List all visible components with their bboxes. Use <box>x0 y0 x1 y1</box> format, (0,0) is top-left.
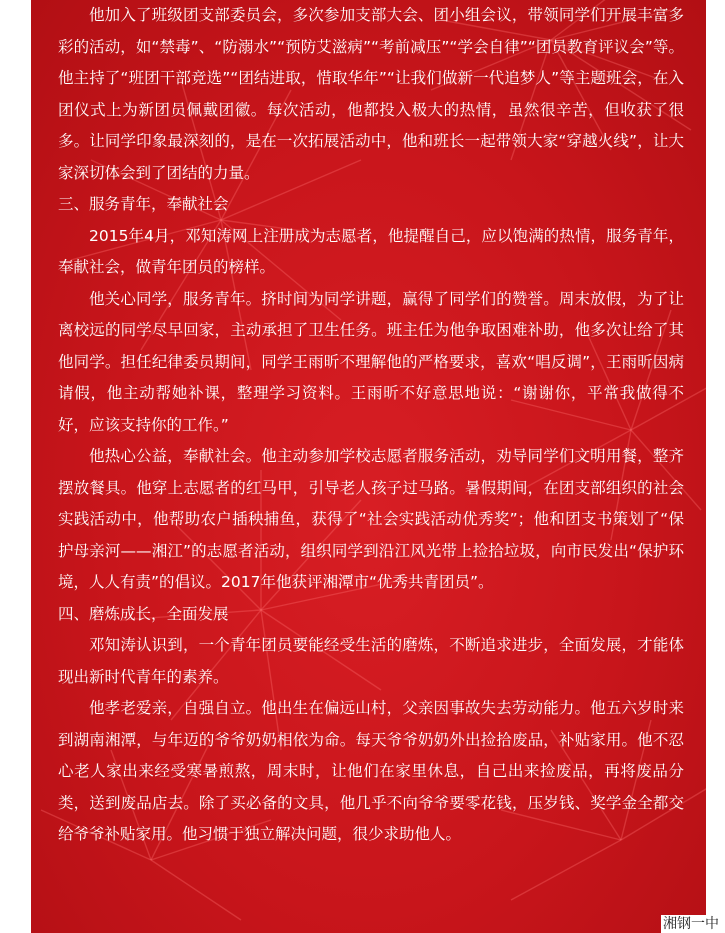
paragraph-growth-intro: 邓知涛认识到，一个青年团员要能经受生活的磨炼，不断追求进步，全面发展，才能体现出新时代青年的素养。 <box>58 636 684 686</box>
section-heading-service: 三、服务青年，奉献社会 <box>58 195 229 213</box>
paragraph-filial-piety: 他孝老爱亲，自强自立。他出生在偏远山村，父亲因事故失去劳动能力。他五六岁时来到湖南湘潭，与年迈的爷爷奶奶相依为命。每天爷爷奶奶外出捡拾废品，补贴家用。他不忍心老人家出来经受寒暑煎熬，周末时，让他们在家里休息，自己出来捡废品，再将废品分类，送到废品店去。除了买必备的文具，他几乎不向爷爷要零花钱，压岁钱、奖学金全都交给爷爷补贴家用。他习惯于独立解决问题，很少求助他人。 <box>58 699 684 843</box>
paragraph-public-welfare: 他热心公益，奉献社会。他主动参加学校志愿者服务活动，劝导同学们文明用餐，整齐摆放餐具。他穿上志愿者的红马甲，引导老人孩子过马路。暑假期间，在团支部组织的社会实践活动中，他帮助农户插秧捕鱼，获得了“社会实践活动优秀奖”；他和团支书策划了“保护母亲河——湘江”的志愿者活动，组织同学到沿江风光带上捡拾垃圾，向市民发出“保护环境，人人有责”的倡议。2017年他获评湘潭市“优秀共青团员”。 <box>58 447 684 591</box>
section-heading-growth: 四、磨炼成长，全面发展 <box>58 604 229 623</box>
paragraph-caring-classmates: 他关心同学，服务青年。挤时间为同学讲题，赢得了同学们的赞誉。周末放假，为了让离校远的同学尽早回家，主动承担了卫生任务。班主任为他争取困难补助，他多次让给了其他同学。担任纪律委员期间，同学王雨昕不理解他的严格要求，喜欢“唱反调”，王雨昕因病请假，他主动帮她补课，整理学习资料。王雨昕不好意思地说：“谢谢你，平常我做得不好，应该支持你的工作。” <box>58 289 684 434</box>
article-body <box>58 0 684 851</box>
source-watermark: 湘钢一中 <box>663 916 719 932</box>
red-background-panel <box>31 0 706 933</box>
paragraph-team-activities: 他加入了班级团支部委员会，多次参加支部大会、团小组会议，带领同学们开展丰富多彩的活动，如“禁毒”、“防溺水”“预防艾滋病”“考前减压”“学会自律”“团员教育评议会”等。他主持了“班团干部竞选”“团结进取，惜取华年”“让我们做新一代追梦人”等主题班会，在入团仪式上为新团员佩戴团徽。每次活动，他都投入极大的热情，虽然很辛苦，但收获了很多。让同学印象最深刻的，是在一次拓展活动中，他和班长一起带领大家“穿越火线”，让大家深切体会到了团结的力量。 <box>58 6 684 182</box>
paragraph-volunteer-registration: 2015年4月，邓知涛网上注册成为志愿者，他提醒自己，应以饱满的热情，服务青年，奉献社会，做青年团员的榜样。 <box>58 226 684 276</box>
